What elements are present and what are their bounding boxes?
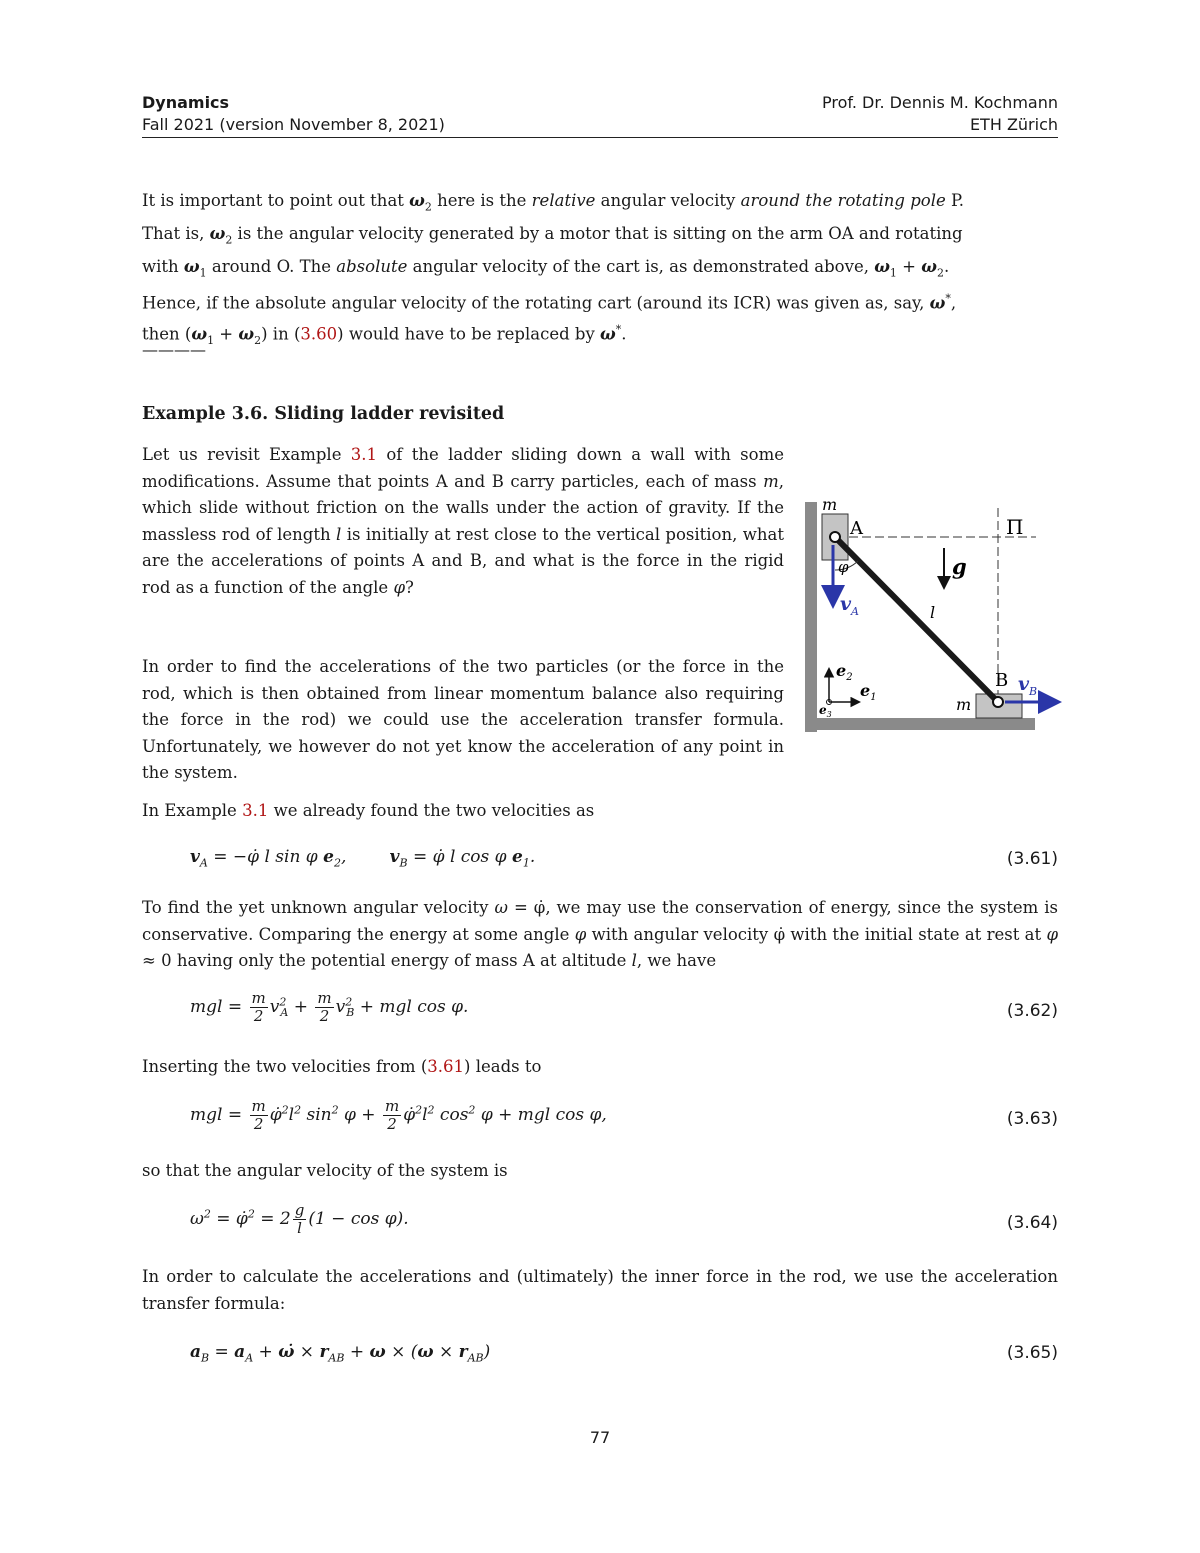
- basis-e2-label: $e_2$: [836, 661, 853, 683]
- mass-a-label: m: [822, 495, 838, 514]
- gravity-label: g: [952, 554, 967, 579]
- rod-length-label: l: [930, 603, 936, 622]
- energy-paragraph: To find the yet unknown angular velocity ω = φ̇, we may use the conservation of energy, since the system is conservative. Comparing the energy at some angle φ with angular velocity φ̇ with the initial state at rest at φ ≈ 0 having only the potential energy of mass A at altitude l, we have: [142, 898, 1059, 970]
- ladder-rod: [835, 537, 998, 702]
- equation-reference-link-2[interactable]: 3.61: [427, 1057, 465, 1076]
- acceleration-paragraph: In order to find the accelerations of the two particles (or the force in the rod, which is then obtained from linear momentum balance also requiring the force in the rod) we could use the acceleration transfer formula. Unfortunately, we however do not yet know the acceleration of any point in the system.: [142, 657, 784, 782]
- running-header-left: [142, 92, 445, 136]
- example-reference-link[interactable]: 3.1: [350, 445, 378, 464]
- institution-name: ETH Zürich: [969, 115, 1058, 134]
- mass-b-label: m: [956, 695, 972, 714]
- equation-3-61: $v_A$ = −φ̇ l sin φ $e_2$, $v_B$ = φ̇ l cos φ $e_1$.: [190, 847, 536, 870]
- equation-number-3-65: (3.65): [1006, 1343, 1058, 1363]
- header-rule: [142, 137, 1058, 138]
- ladder-figure: [800, 490, 1070, 735]
- joint-b: [993, 697, 1003, 707]
- running-header-right: [822, 92, 1058, 136]
- basis-e1-label: $e_1$: [860, 681, 877, 703]
- vertical-wall: [805, 502, 817, 732]
- equation-number-3-64: (3.64): [1006, 1213, 1058, 1233]
- equation-number-3-61: (3.61): [1006, 849, 1058, 869]
- velocities-intro-paragraph: In Example 3.1 we already found the two velocities as: [142, 801, 595, 820]
- angular-velocity-paragraph: so that the angular velocity of the system is: [142, 1161, 508, 1180]
- equation-3-65: $a_B = a_A$ + ω̇ × $r_{AB} + \omega \times (\omega \times r_{AB})$: [190, 1342, 491, 1365]
- example-reference-link-2[interactable]: 3.1: [242, 801, 269, 820]
- equation-number-3-62: (3.62): [1006, 1001, 1058, 1021]
- term-label: Fall 2021 (version November 8, 2021): [142, 115, 445, 134]
- basis-e3-label: $e_3$: [819, 703, 832, 719]
- inserting-paragraph: Inserting the two velocities from (3.61) leads to: [142, 1057, 542, 1076]
- course-title: Dynamics: [142, 93, 230, 112]
- section-separator: ————: [142, 340, 206, 359]
- page-number: 77: [589, 1428, 611, 1447]
- equation-number-3-63: (3.63): [1006, 1109, 1058, 1129]
- joint-a: [830, 532, 840, 542]
- example-intro-paragraph: Let us revisit Example 3.1 of the ladder sliding down a wall with some modifications. Assume that points A and B carry particles, each of mass m, which slide without friction on the walls under the action of gravity. If the massless rod of length l is initially at rest close to the vertical position, what are the accelerations of points A and B, and what is the force in the rigid rod as a function of the angle φ?: [142, 445, 784, 597]
- velocity-a-label: $v_A$: [840, 593, 859, 618]
- transfer-formula-paragraph: In order to calculate the accelerations and (ultimately) the inner force in the rod, we use the acceleration transfer formula:: [142, 1267, 1058, 1313]
- author-name: Prof. Dr. Dennis M. Kochmann: [821, 93, 1058, 112]
- equation-reference-link[interactable]: 3.60: [300, 324, 338, 344]
- pole-label: Π: [1006, 515, 1024, 539]
- angle-phi-label: φ: [838, 558, 849, 576]
- example-heading: Example 3.6. Sliding ladder revisited: [142, 404, 505, 424]
- point-a-label: A: [850, 518, 863, 539]
- point-b-label: B: [995, 670, 1009, 691]
- equation-3-62: mgl = $\frac{m}{2}$ $v^2_A$ + $\frac{m}{2}$ $v^2_B$ + mgl cos φ.: [190, 989, 469, 1025]
- floor: [805, 718, 1035, 730]
- velocity-b-label: $v_B$: [1018, 673, 1038, 698]
- equation-3-63: mgl = $\frac{m}{2}$ $\varphi̇^2l^2$ $\sin^2 \varphi$ + $\frac{m}{2}$ $\varphi̇^2l^2$ $\cos^2 \varphi$ + mgl cos φ,: [190, 1097, 607, 1133]
- equation-3-64: $\omega^2$ = φ̇$^2$ = 2 $\frac{g}{l}$ (1 − cos φ).: [190, 1201, 409, 1237]
- intro-paragraph: It is important to point out that $\omega_2$ here is the relative angular velocity around the rotating pole P. That is, $\omega_2$ is the angular velocity generated by a motor that is sitting on the arm OA and rotating with $\omega_1$ around O. The absolute angular velocity of the cart is, as demonstrated above, $\omega_1 + \omega_2$. Hence, if the absolute angular velocity of the rotating cart (around its ICR) was given as, say, ω*, then $(\omega_1 + \omega_2)$ in (3.60) would have to be replaced by ω*.: [142, 191, 965, 348]
